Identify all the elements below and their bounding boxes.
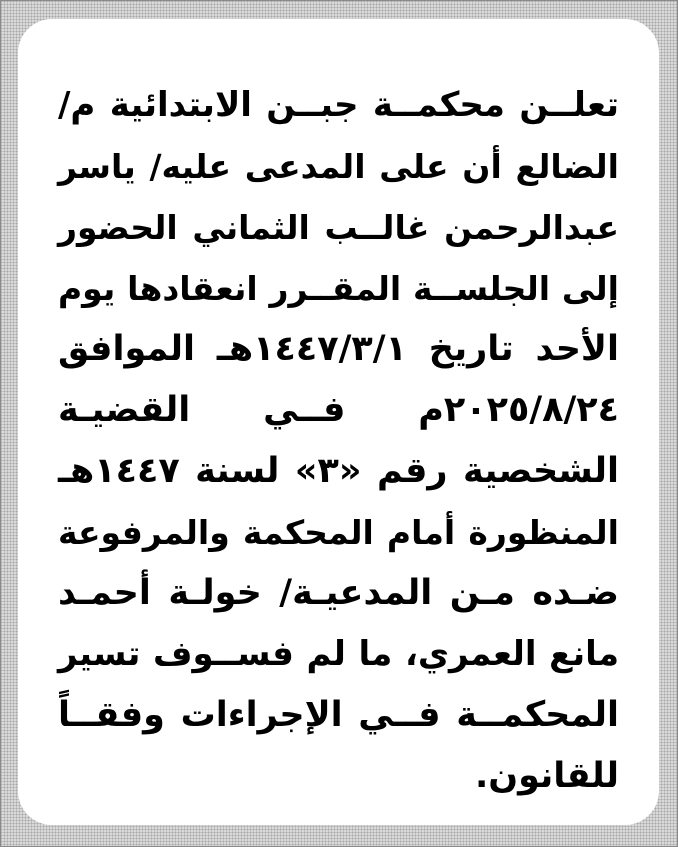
notice-line: مانع العمري، ما لم فســوف تسير <box>58 634 619 674</box>
notice-line: الشخصية رقم «٣» لسنة ١٤٤٧هـ <box>58 451 619 491</box>
notice-line: تعلــن محكمــة جبــن الابتدائية م/ <box>58 85 619 125</box>
court-notice-text <box>58 75 619 807</box>
notice-line: المحكمــة فــي الإجراءات وفقــاً <box>58 695 619 735</box>
notice-line: عبدالرحمن غالــب الثماني الحضور <box>58 208 619 247</box>
notice-line: للقانون. <box>474 756 619 796</box>
notice-line: الأحد تاريخ ١٤٤٧/٣/١هـ الموافق <box>58 329 619 369</box>
court-notice-card <box>18 19 659 825</box>
notice-line: الضالع أن على المدعى عليه/ ياسر <box>58 147 619 186</box>
notice-line: ٢٠٢٥/٨/٢٤م فــي القضيـة <box>58 390 619 430</box>
notice-line: المنظورة أمام المحكمة والمرفوعة <box>58 513 619 552</box>
notice-line: إلى الجلســة المقــرر انعقادها يوم <box>58 269 619 308</box>
notice-line: ضـده مـن المدعيـة/ خولـة أحمـد <box>58 573 619 613</box>
